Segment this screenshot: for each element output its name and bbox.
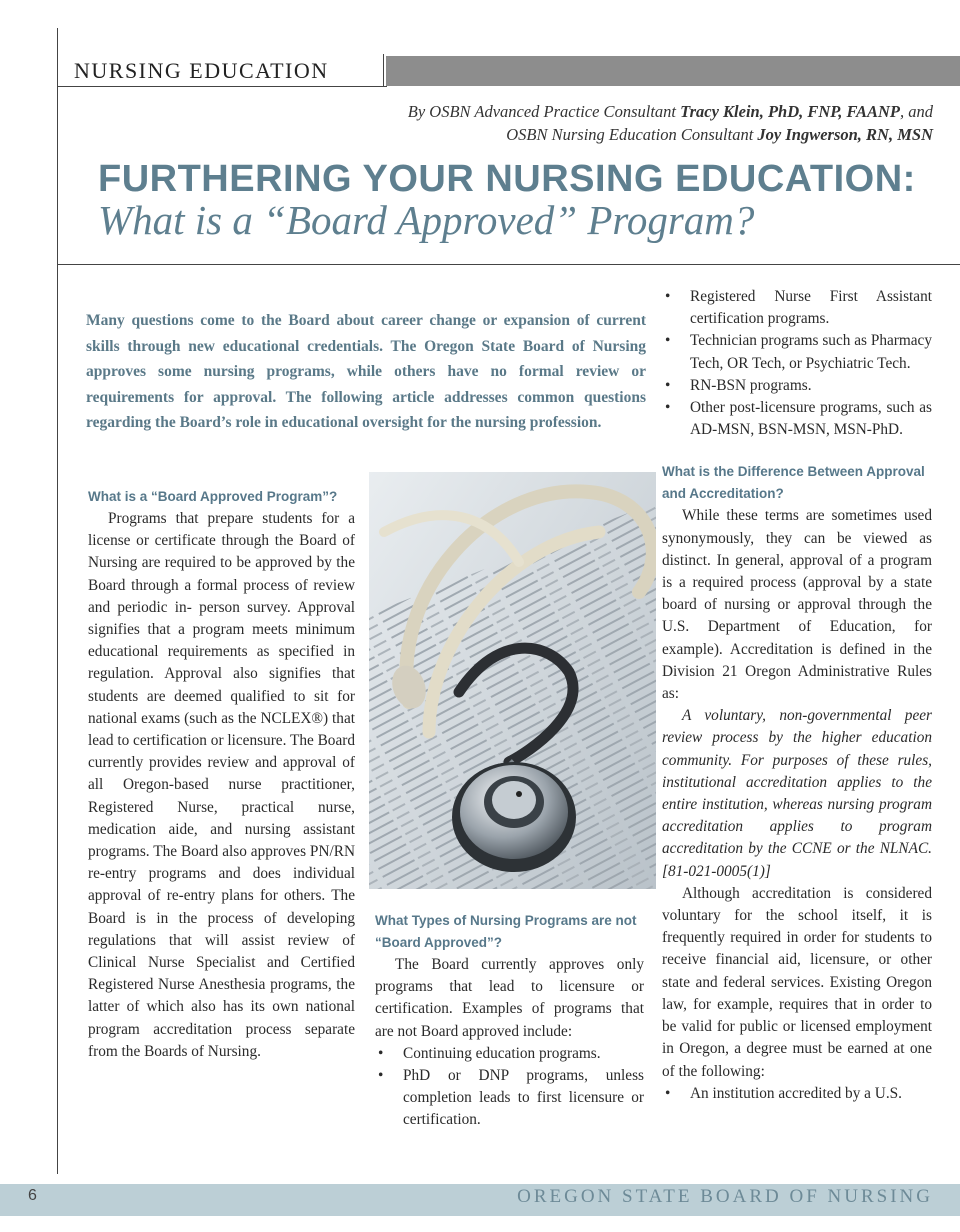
byline	[408, 100, 933, 146]
header-rule	[57, 86, 387, 87]
author-1: Tracy Klein, PhD, FNP, FAANP	[680, 102, 900, 121]
byline-line-2	[408, 123, 933, 146]
paragraph-board-approved: Programs that prepare students for a license or certificate through the Board of Nursing are required to be approved by the Board through a formal process of review and periodic in- person survey. Approval signifies that a program meets minimum educational requirements as specified in regulation. Approval also signifies that students are deemed qualified to sit for national exams (such as the NCLEX®) that lead to certification or licensure. The Board currently provides review and approval of all Oregon-based nurse practitioner, Registered Nurse, practical nurse, medication aide, and nursing assistant programs. The Board also approves PN/RN re-entry programs and does individual approval of re-entry plans for others. The Board is in the process of developing regulations that will assist review of Clinical Nurse Specialist and Certified Registered Nurse Anesthesia programs, the latter of which also has its own national program accreditation process separate from the Boards of Nursing.	[88, 510, 355, 1060]
paragraph-accreditation-requirement: Although accreditation is considered voluntary for the school itself, it is frequently required in order for students to receive financial aid, licensure, or other state and federal services. Existing Oregon law, for example, requires that in order to be valid for public or licensed employment in Oregon, a degree must be earned at one of the following:	[662, 884, 932, 1080]
title-rule	[57, 264, 960, 265]
article-subtitle: What is a “Board Approved” Program?	[98, 197, 755, 243]
byline-prefix-1: By OSBN Advanced Practice Consultant	[407, 102, 681, 121]
not-approved-list-continued	[662, 286, 932, 441]
column-2	[375, 910, 644, 1132]
accreditation-list	[662, 1083, 932, 1105]
article-title: FURTHERING YOUR NURSING EDUCATION:	[98, 158, 916, 200]
byline-line-1	[408, 100, 933, 123]
heading-not-approved: What Types of Nursing Programs are not “Board Approved”?	[375, 913, 637, 950]
byline-prefix-2: OSBN Nursing Education Consultant	[506, 125, 758, 144]
list-item: • PhD or DNP programs, unless completion leads to first licensure or certification.	[375, 1065, 644, 1132]
footer-publication: OREGON STATE BOARD OF NURSING	[517, 1186, 933, 1207]
column-3-body-2	[662, 505, 932, 1104]
section-label: NURSING EDUCATION	[74, 58, 329, 83]
column-2-body	[375, 954, 644, 1132]
header-bar	[386, 56, 960, 86]
column-1	[88, 486, 355, 1063]
paragraph-approval-vs-accreditation: While these terms are sometimes used synonymously, they can be viewed as distinct. In general, approval of a program is a required process (approval by a state board of nursing or approval through the U.S. Department of Education, for example). Accreditation is defined in the Division 21 Oregon Administrative Rules as:	[662, 507, 932, 703]
label-separator	[383, 54, 384, 87]
stethoscope-photo	[369, 472, 656, 889]
author-2: Joy Ingwerson, RN, MSN	[757, 125, 933, 144]
column-3	[662, 286, 932, 1105]
heading-approval-vs-accreditation: What is the Difference Between Approval and Accreditation?	[662, 464, 925, 502]
list-item: • Registered Nurse First Assistant certification programs.	[662, 286, 932, 330]
page-number: 6	[28, 1187, 37, 1204]
list-item: • An institution accredited by a U.S.	[662, 1083, 932, 1105]
byline-suffix-1: , and	[900, 102, 933, 121]
paragraph-not-approved: The Board currently approves only programs that lead to licensure or certification. Examples of programs that are not Board approved include:	[375, 956, 644, 1040]
column-1-body	[88, 508, 355, 1063]
intro-paragraph: Many questions come to the Board about career change or expansion of current skills through new educational credentials. The Oregon State Board of Nursing approves some nursing programs, while others have no formal review or requirements for approval. The following article addresses common questions regarding the Board’s role in educational oversight for the nursing profession.	[86, 312, 646, 431]
column-3-body	[662, 286, 932, 441]
left-margin-rule	[57, 28, 58, 1174]
list-item: • Continuing education programs.	[375, 1043, 644, 1065]
list-item: • RN-BSN programs.	[662, 375, 932, 397]
list-item: • Technician programs such as Pharmacy Tech, OR Tech, or Psychiatric Tech.	[662, 330, 932, 374]
accreditation-definition-quote: A voluntary, non-governmental peer review process by the higher education community. For purposes of these rules, institutional accreditation applies to the entire institution, whereas nursing program accreditation applies to program accreditation by the CCNE or the NLNAC. [81-021-0005(1)]	[662, 707, 932, 880]
not-approved-list	[375, 1043, 644, 1132]
heading-board-approved: What is a “Board Approved Program”?	[88, 489, 338, 504]
list-item: • Other post-licensure programs, such as AD-MSN, BSN-MSN, MSN-PhD.	[662, 397, 932, 441]
